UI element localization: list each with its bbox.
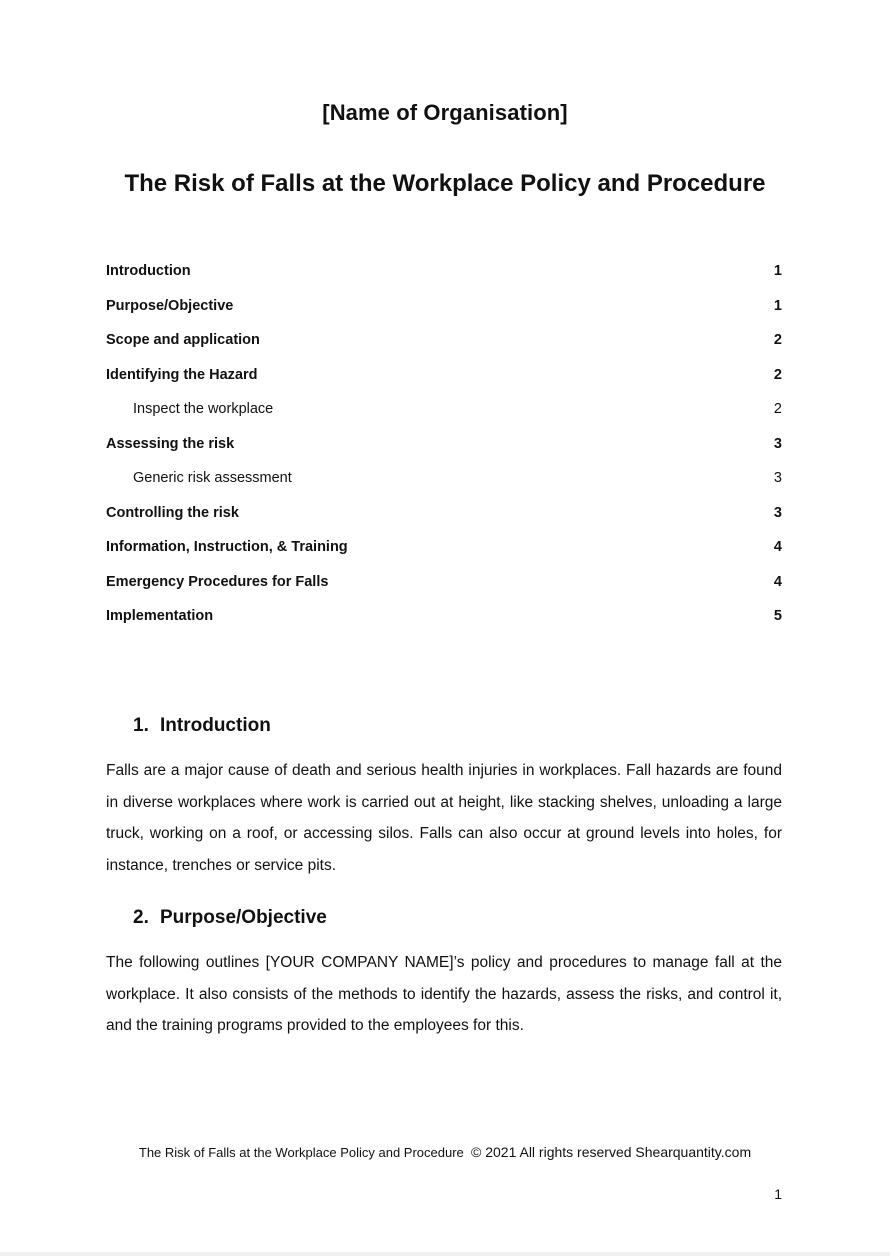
toc-page-number: 4 <box>773 573 782 590</box>
toc-page-number: 1 <box>773 297 782 314</box>
toc-item[interactable]: Controlling the risk 3 <box>106 505 782 540</box>
page-footer <box>0 1144 890 1160</box>
toc-item[interactable]: Implementation 5 <box>106 608 782 643</box>
page-bottom-edge <box>0 1252 890 1256</box>
toc-page-number: 3 <box>773 504 782 521</box>
page-number: 1 <box>774 1186 782 1202</box>
toc-page-number: 2 <box>773 332 782 348</box>
footer-copyright: © 2021 All rights reserved Shearquantity.com <box>471 1144 752 1160</box>
toc-page-number: 2 <box>773 366 782 383</box>
toc-item[interactable]: Identifying the Hazard 2 <box>106 367 782 402</box>
toc-page-number: 1 <box>773 263 782 279</box>
section-body-purpose: The following outlines [YOUR COMPANY NAME]’s policy and procedures to manage fall at the workplace. It also consists of the methods to identify the hazards, assess the risks, and control it, and the training programs provided to the employees for this. <box>106 954 782 1034</box>
toc-item[interactable]: Emergency Procedures for Falls 4 <box>106 574 782 609</box>
toc-page-number: 2 <box>773 401 782 417</box>
footer-doc-title: The Risk of Falls at the Workplace Policy and Procedure <box>138 1145 464 1160</box>
section-body-introduction: Falls are a major cause of death and serious health injuries in workplaces. Fall hazards are found in diverse workplaces where work is carried out at height, like stacking shelves, unloading a large truck, working on a roof, or accessing silos. Falls can also occur at ground levels into holes, for instance, trenches or service pits. <box>106 762 782 874</box>
toc-item[interactable]: Purpose/Objective 1 <box>106 298 782 333</box>
toc-page-number: 4 <box>773 539 782 555</box>
toc-page-number: 5 <box>773 608 782 624</box>
table-of-contents <box>106 263 782 643</box>
toc-item[interactable]: Assessing the risk 3 <box>106 436 782 471</box>
organisation-name: [Name of Organisation] <box>322 100 568 125</box>
toc-subitem[interactable]: Generic risk assessment 3 <box>106 470 782 505</box>
section-heading-introduction: 1. Introduction <box>133 715 271 736</box>
toc-item[interactable]: Introduction 1 <box>106 263 782 298</box>
toc-page-number: 3 <box>773 435 782 452</box>
toc-subitem[interactable]: Inspect the workplace 2 <box>106 401 782 436</box>
toc-page-number: 3 <box>773 470 782 486</box>
toc-item[interactable]: Information, Instruction, & Training 4 <box>106 539 782 574</box>
toc-item[interactable]: Scope and application 2 <box>106 332 782 367</box>
section-heading-purpose: 2. Purpose/Objective <box>133 907 327 928</box>
document-title: The Risk of Falls at the Workplace Policy and Procedure <box>124 170 766 197</box>
